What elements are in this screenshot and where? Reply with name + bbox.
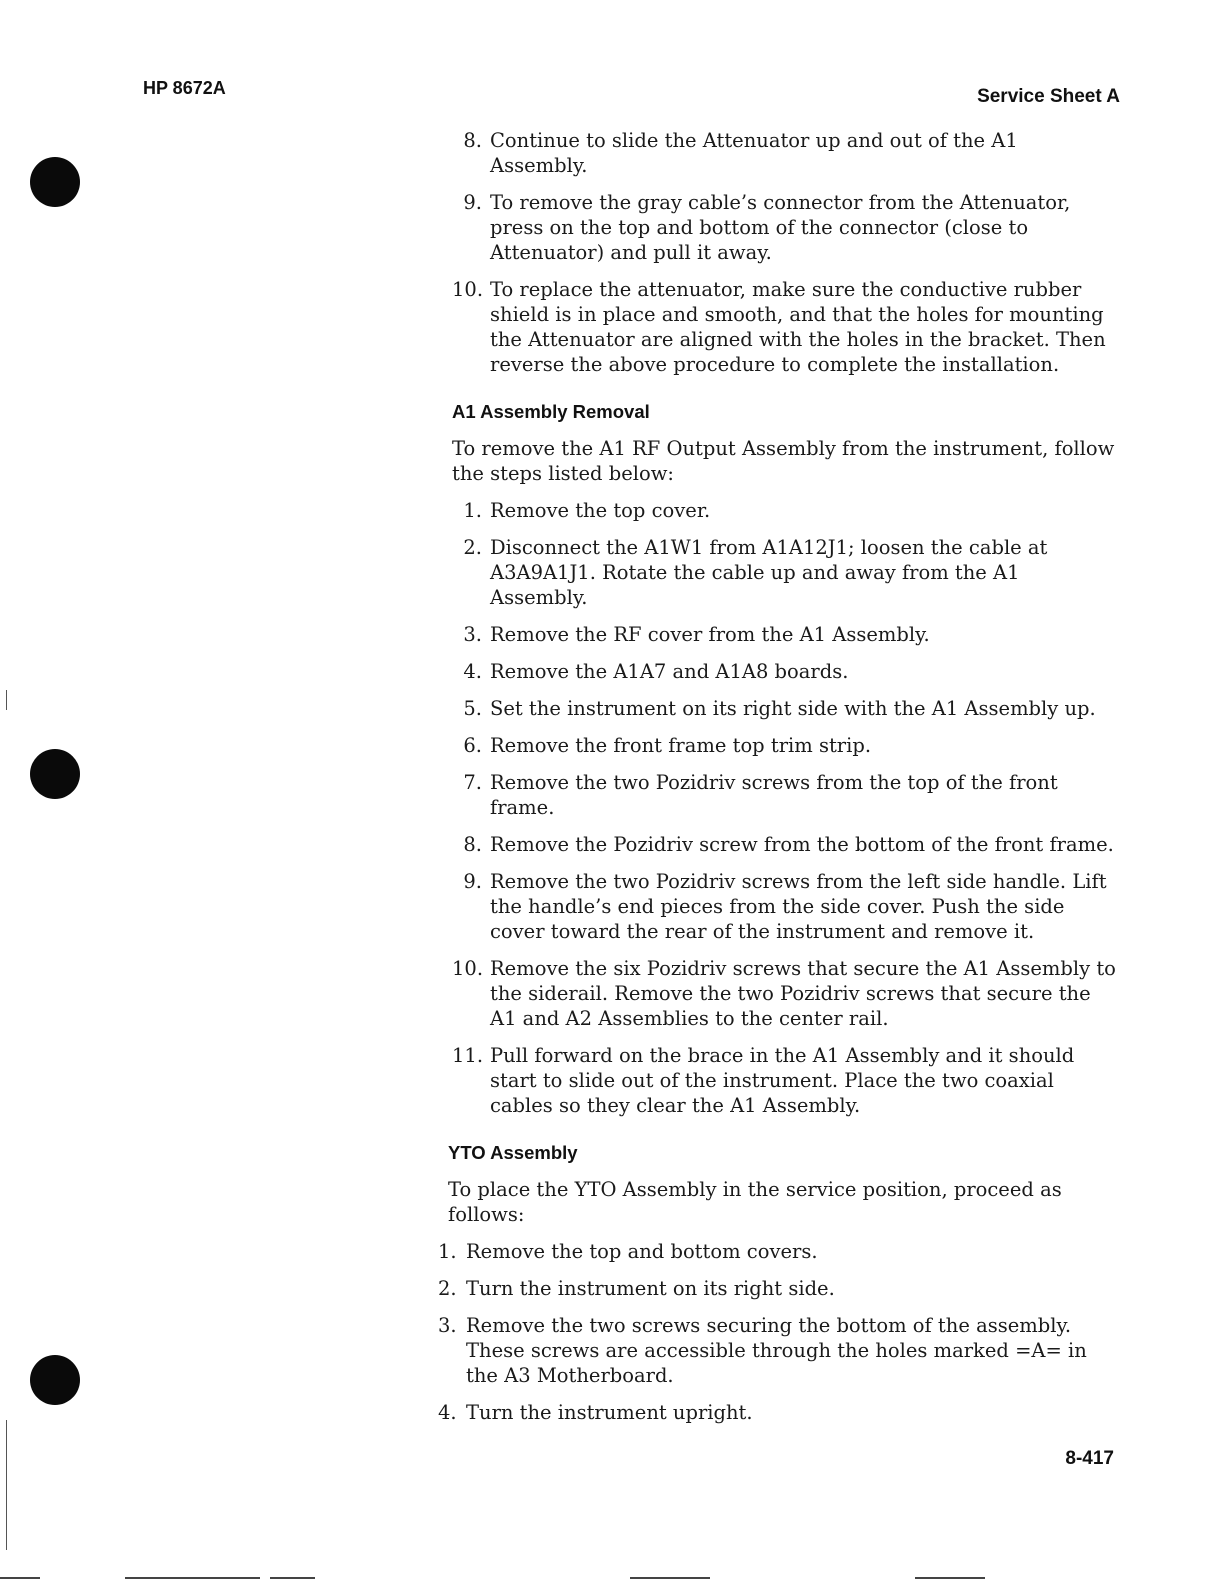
- list-item: 2. Turn the instrument on its right side.: [438, 1277, 835, 1300]
- list-item: 1. Remove the top and bottom covers.: [438, 1240, 818, 1263]
- page-content: [438, 128, 1117, 1437]
- scan-edge-mark: [6, 1420, 7, 1550]
- page-number: 8-417: [1065, 1448, 1114, 1469]
- binder-hole: [30, 157, 80, 207]
- yto-steps-list: [438, 1239, 1117, 1425]
- list-item: 4. Remove the A1A7 and A1A8 boards.: [463, 660, 849, 683]
- list-item: 9. Remove the two Pozidriv screws from the left side handle. Lift the handle’s end pieces from the side cover. Push the side cover toward the rear of the instrument and remove it.: [463, 870, 1107, 943]
- section-intro: To place the YTO Assembly in the service position, proceed as follows:: [448, 1178, 1062, 1226]
- section-heading: YTO Assembly: [448, 1142, 578, 1163]
- a1-removal-steps-list: [452, 498, 1117, 1118]
- list-item: 5. Set the instrument on its right side with the A1 Assembly up.: [463, 697, 1096, 720]
- list-item: 6. Remove the front frame top trim strip.: [463, 734, 872, 757]
- attenuator-steps-list: [452, 128, 1117, 377]
- list-item: 7. Remove the two Pozidriv screws from the top of the front frame.: [463, 771, 1058, 819]
- list-item: 3. Remove the two screws securing the bottom of the assembly. These screws are accessible through the holes marked =A= in the A3 Motherboard.: [438, 1314, 1087, 1387]
- document-model: HP 8672A: [143, 78, 226, 98]
- section-heading: A1 Assembly Removal: [452, 401, 650, 422]
- sheet-title: Service Sheet A: [977, 86, 1120, 107]
- list-item: 10. To replace the attenuator, make sure the conductive rubber shield is in place and smooth, and that the holes for mounting the Attenuator are aligned with the holes in the bracket. Then reverse the above procedure to complete the installation.: [452, 278, 1106, 376]
- list-item: 8. Remove the Pozidriv screw from the bottom of the front frame.: [463, 833, 1114, 856]
- binder-hole: [30, 1355, 80, 1405]
- scan-bottom-edge: [0, 1576, 1224, 1580]
- list-item: 10. Remove the six Pozidriv screws that secure the A1 Assembly to the siderail. Remove the two Pozidriv screws that secure the A1 and A2 Assemblies to the center rail.: [452, 957, 1116, 1030]
- list-item: 2. Disconnect the A1W1 from A1A12J1; loosen the cable at A3A9A1J1. Rotate the cable up and away from the A1 Assembly.: [463, 536, 1048, 609]
- list-item: 3. Remove the RF cover from the A1 Assembly.: [463, 623, 930, 646]
- list-item: 11. Pull forward on the brace in the A1 Assembly and it should start to slide out of the instrument. Place the two coaxial cables so they clear the A1 Assembly.: [452, 1044, 1075, 1117]
- binder-hole: [30, 749, 80, 799]
- section-intro: To remove the A1 RF Output Assembly from the instrument, follow the steps listed below:: [452, 437, 1115, 485]
- list-item: 1. Remove the top cover.: [463, 499, 711, 522]
- list-item: 9. To remove the gray cable’s connector from the Attenuator, press on the top and bottom of the connector (close to Attenuator) and pull it away.: [463, 191, 1071, 264]
- scan-edge-mark: [6, 690, 7, 710]
- list-item: 4. Turn the instrument upright.: [438, 1401, 753, 1424]
- list-item: 8. Continue to slide the Attenuator up and out of the A1 Assembly.: [463, 129, 1018, 177]
